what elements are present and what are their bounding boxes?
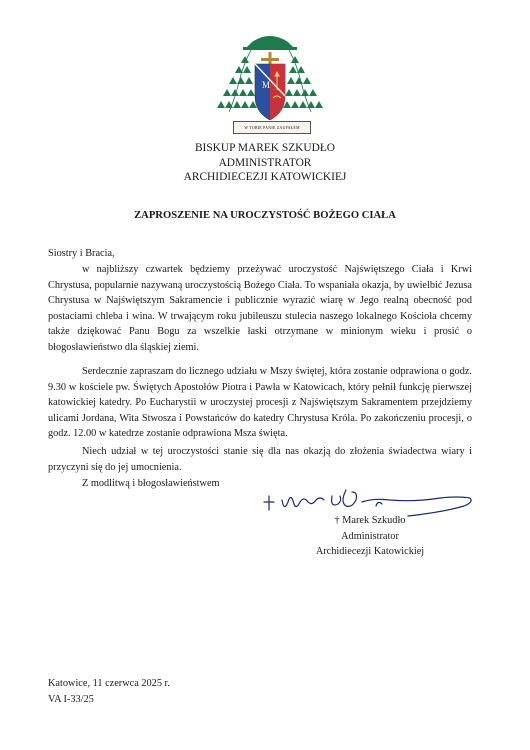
paragraph-2: Serdecznie zapraszam do licznego udziału w Mszy świętej, która zostanie odprawiona o godz. 9.30 w kościele pw. Świętych Apostołów Piotra i Pawła w Katowicach, który pełnił funkcję pierwszej katowickiej katedry. Po Eucharystii w uroczystej procesji z Najświętszym Sakramentem przejdziemy ulicami Jordana, Wita Stwosza i Powstańców do katedry Chrystusa Króla. Po zakończeniu procesji, o godz. 12.00 w katedrze zostanie odprawiona Msza święta. [48, 366, 472, 440]
signature-block [300, 513, 440, 560]
header-line-administrator: ADMINISTRATOR [218, 157, 312, 169]
closing-line: Z modlitwą i błogosławieństwem [82, 478, 220, 489]
paragraph-3: Niech udział w tej uroczystości stanie się dla nas okazją do złożenia świadectwa wiary i przyczyni się do jej umocnienia. [48, 446, 472, 473]
svg-text:M: M [262, 80, 271, 90]
paragraph-1: w najbliższy czwartek będziemy przeżywać uroczystość Najświętszego Ciała i Krwi Chrystusa, popularnie nazywaną uroczystością Bożego Ciała. To wspaniała okazja, by uwielbić Jezusa Chrystusa w Najświętszym Sakramencie i publicznie wyrazić wiarę w Jego realną obecność pod postaciami chleba i wina. W trwającym roku jubileuszu stulecia naszego lokalnego Kościoła chcemy także dziękować Panu Bogu za wszelkie łaski otrzymane w minionym wieku i prosić o błogosławieństwo dla śląskiej ziemi. [48, 264, 472, 353]
letter-title: ZAPROSZENIE NA UROCZYSTOŚĆ BOŻEGO CIAŁA [134, 210, 396, 221]
crest-motto-ribbon: W TOBIE PANIE ZAUFAŁEM [233, 121, 311, 134]
signature-name: † Marek Szkudło [334, 515, 406, 526]
greeting: Siostry i Bracia, [48, 248, 115, 259]
reference-number: VA I-33/25 [48, 694, 94, 705]
place-and-date: Katowice, 11 czerwca 2025 r. [48, 678, 170, 689]
signature-role: Administrator [341, 530, 399, 542]
header-line-archdiocese: ARCHIDIECEZJI KATOWICKIEJ [183, 171, 347, 183]
signature-org: Archidiecezji Katowickiej [315, 546, 425, 558]
header-line-bishop: BISKUP MAREK SZKUDŁO [194, 142, 336, 154]
